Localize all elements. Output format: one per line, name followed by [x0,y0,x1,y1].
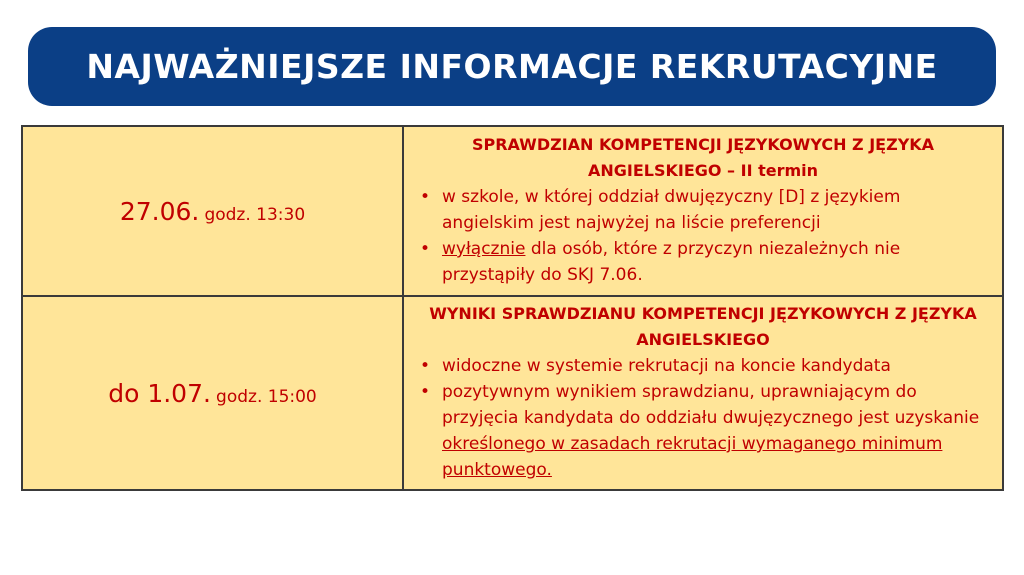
bullet-list [418,184,988,288]
list-item-text: dla osób, które z przyczyn niezależnych nie przystąpiły do SKJ 7.06. [442,239,901,285]
list-item-text: pozytywnym wynikiem sprawdzianu, uprawniającym do przyjęcia kandydata do oddziału dwujęzycznego jest uzyskanie [442,382,980,428]
list-item [418,379,988,483]
list-item-text: widoczne w systemie rekrutacji na koncie kandydata [442,356,891,376]
description-cell [403,126,1003,296]
time-text: godz. 15:00 [216,386,317,407]
table-row [22,296,1003,490]
section-heading: SPRAWDZIAN KOMPETENCJI JĘZYKOWYCH Z JĘZYKA ANGIELSKIEGO – II termin [471,135,935,180]
bullet-list [418,353,988,483]
page-title: NAJWAŻNIEJSZE INFORMACJE REKRUTACYJNE [86,47,938,86]
date-text: do 1.07. [108,378,211,408]
table-row [22,126,1003,296]
list-item [418,353,988,379]
description-cell [403,296,1003,490]
list-item-text: w szkole, w której oddział dwujęzyczny [D] z językiem angielskim jest najwyżej na liście preferencji [442,187,901,233]
date-cell [22,296,403,490]
date-text: 27.06. [119,196,200,226]
underlined-text: określonego w zasadach rekrutacji wymaganego minimum punktowego. [442,434,943,480]
time-text: godz. 13:30 [204,204,306,225]
section-heading: WYNIKI SPRAWDZIANU KOMPETENCJI JĘZYKOWYCH Z JĘZYKA ANGIELSKIEGO [429,304,977,349]
recruitment-table [21,125,1004,491]
underlined-text: wyłącznie [442,239,526,259]
list-item [418,236,988,288]
list-item [418,184,988,236]
date-cell [22,126,403,296]
title-banner [28,27,996,106]
